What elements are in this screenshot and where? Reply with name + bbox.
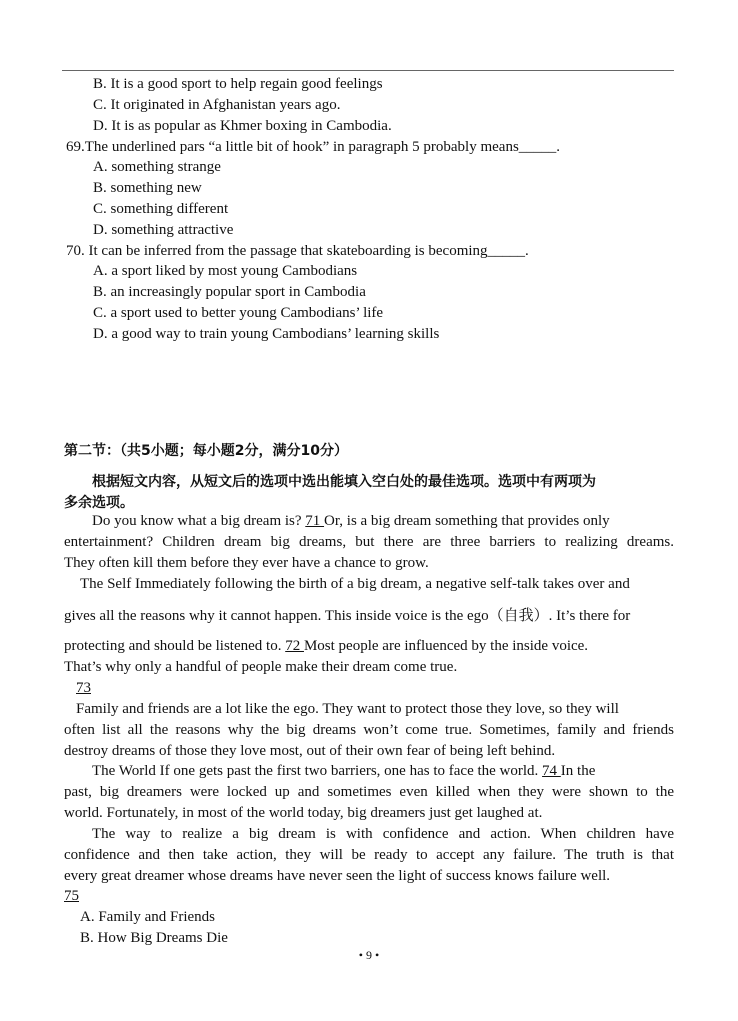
q69-option-b: B. something new bbox=[93, 180, 202, 196]
passage-text: In the bbox=[560, 763, 596, 779]
q70-option-b: B. an increasingly popular sport in Cambodia bbox=[93, 284, 366, 300]
q69-stem: 69.The underlined pars “a little bit of hook” in paragraph 5 probably means_____. bbox=[66, 139, 561, 155]
q69-option-d: D. something attractive bbox=[93, 222, 234, 238]
q70-option-c: C. a sport used to better young Cambodians’ life bbox=[93, 305, 384, 321]
q70-stem: 70. It can be inferred from the passage that skateboarding is becoming_____. bbox=[66, 243, 529, 259]
choice-b: B. How Big Dreams Die bbox=[80, 930, 228, 946]
blank-72: 72 bbox=[285, 638, 304, 654]
passage-line-2: entertainment? Children dream big dreams, but there are three barriers to realizing dreams. bbox=[64, 534, 674, 550]
passage-line-15: confidence and then take action, they will be ready to accept any failure. The truth is that bbox=[64, 847, 674, 863]
passage-text: Do you know what a big dream is? bbox=[92, 513, 306, 529]
passage-text: protecting and should be listened to. bbox=[64, 638, 286, 654]
passage-line-5: gives all the reasons why it cannot happen. This inside voice is the ego（自我）. It’s there for bbox=[64, 608, 631, 624]
passage-line-4: The Self Immediately following the birth of a big dream, a negative self-talk takes over and bbox=[80, 576, 630, 592]
passage-line-10: destroy dreams of those they love most, out of their own fear of being left behind. bbox=[64, 743, 556, 759]
header-rule bbox=[62, 70, 674, 71]
q68-option-b: B. It is a good sport to help regain good feelings bbox=[93, 76, 383, 92]
choice-a: A. Family and Friends bbox=[80, 909, 215, 925]
blank-71: 71 bbox=[305, 513, 325, 529]
passage-line-3: They often kill them before they ever have a chance to grow. bbox=[64, 555, 429, 571]
q68-option-c: C. It originated in Afghanistan years ago. bbox=[93, 97, 341, 113]
page-number: • 9 • bbox=[358, 948, 380, 962]
q70-option-a: A. a sport liked by most young Cambodians bbox=[93, 263, 358, 279]
passage-line-13: world. Fortunately, in most of the world today, big dreamers just get laughed at. bbox=[64, 805, 543, 821]
passage-line-6 bbox=[64, 636, 674, 656]
passage-text: every great dreamer whose dreams have never seen the light of success knows failure well. bbox=[64, 868, 611, 884]
passage-line-8: Family and friends are a lot like the ego. They want to protect those they love, so they will bbox=[76, 701, 619, 717]
passage-line-1 bbox=[64, 511, 674, 531]
passage-text: The World If one gets past the first two barriers, one has to face the world. bbox=[92, 763, 543, 779]
q69-option-a: A. something strange bbox=[93, 159, 221, 175]
passage-line-16 bbox=[64, 866, 674, 886]
passage-line-7: That’s why only a handful of people make their dream come true. bbox=[64, 659, 458, 675]
passage-line-12: past, big dreamers were locked up and sometimes even killed when they were shown to the bbox=[64, 784, 674, 800]
blank-75: 75 bbox=[64, 888, 79, 904]
passage-line-11 bbox=[64, 761, 674, 781]
blank-74: 74 bbox=[542, 763, 561, 779]
blank-73: 73 bbox=[76, 680, 91, 696]
passage-line-9: often list all the reasons why the big dreams won’t come true. Sometimes, family and friends bbox=[64, 722, 674, 738]
passage-line-14: The way to realize a big dream is with confidence and action. When children have bbox=[92, 826, 674, 842]
section-heading: 第二节：（共5小题；每小题2分，满分10分） bbox=[64, 443, 348, 459]
section-instruction-line2: 多余选项。 bbox=[64, 495, 134, 511]
passage-text: Most people are influenced by the inside voice. bbox=[303, 638, 589, 654]
passage-text: Or, is a big dream something that provides only bbox=[324, 513, 610, 529]
q70-option-d: D. a good way to train young Cambodians’ learning skills bbox=[93, 326, 440, 342]
q69-option-c: C. something different bbox=[93, 201, 229, 217]
section-instruction-line1: 根据短文内容，从短文后的选项中选出能填入空白处的最佳选项。选项中有两项为 bbox=[92, 474, 596, 490]
q68-option-d: D. It is as popular as Khmer boxing in Cambodia. bbox=[93, 118, 392, 134]
